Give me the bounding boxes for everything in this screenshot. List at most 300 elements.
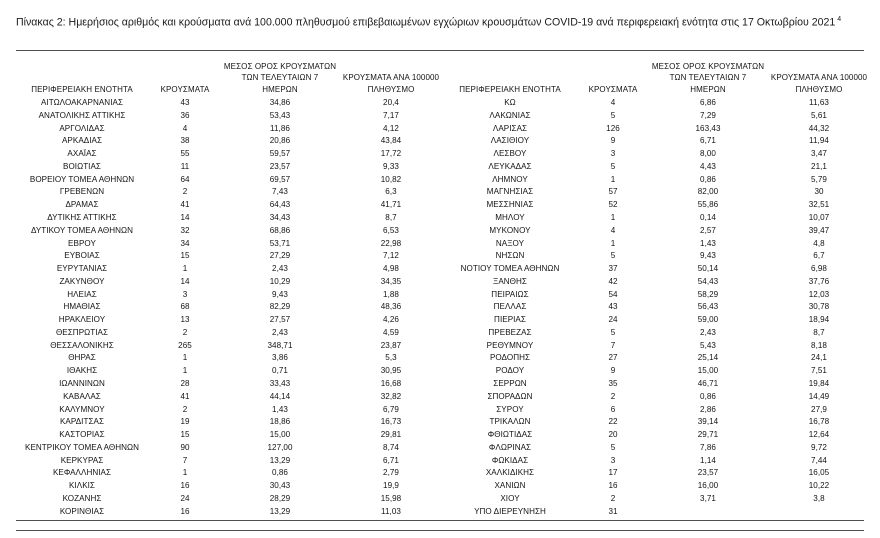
cell-region: ΝΗΣΩΝ	[495, 251, 525, 261]
header-avg7-right-line1: ΜΕΣΟΣ ΟΡΟΣ ΚΡΟΥΣΜΑΤΩΝ	[651, 62, 765, 71]
cell-region: ΑΝΑΤΟΛΙΚΗΣ ΑΤΤΙΚΗΣ	[38, 110, 126, 120]
cell-cases: 11	[180, 161, 190, 171]
cell-cases: 3	[182, 289, 188, 299]
cell-per100k: 6,71	[383, 455, 399, 465]
cell-avg7: 0,86	[700, 174, 716, 184]
cell-cases: 43	[180, 98, 190, 108]
cell-cases: 16	[180, 481, 190, 491]
cell-per100k: 17,72	[380, 149, 402, 159]
header-per100k-right-line1: ΚΡΟΥΣΜΑΤΑ ΑΝΑ 100000	[770, 73, 868, 83]
cell-per100k: 20,4	[383, 98, 399, 108]
cell-region: ΒΟΡΕΙΟΥ ΤΟΜΕΑ ΑΘΗΝΩΝ	[29, 174, 135, 184]
cell-cases: 38	[180, 136, 190, 146]
cell-region: ΜΗΛΟΥ	[495, 213, 525, 223]
cell-per100k: 7,51	[811, 366, 827, 376]
cell-cases: 27	[608, 353, 618, 363]
table-row	[16, 480, 872, 493]
table-row	[16, 289, 872, 302]
covid-regional-table	[16, 61, 872, 518]
cell-region: ΜΥΚΟΝΟΥ	[489, 225, 531, 235]
cell-avg7: 15,00	[697, 366, 719, 376]
cell-region: ΑΧΑΪΑΣ	[67, 149, 97, 159]
cell-per100k: 6,7	[813, 251, 825, 261]
cell-per100k: 6,53	[383, 225, 399, 235]
caption-line-1: Πίνακας 2: Ημερήσιος αριθμός και κρούσματα ανά 100.000 πληθυσμού επιβεβαιωμένων εγχώριων κρουσμάτων COVID-19 ανά περιφερειακή	[16, 16, 680, 29]
cell-per100k: 1,88	[383, 289, 399, 299]
cell-region: ΚΟΖΑΝΗΣ	[62, 493, 102, 503]
cell-cases: 52	[608, 200, 618, 210]
table-row	[16, 506, 872, 519]
cell-region: ΛΑΣΙΘΙΟΥ	[490, 136, 530, 146]
cell-per100k	[766, 506, 872, 519]
cell-cases: 9	[610, 366, 616, 376]
cell-cases: 31	[608, 506, 618, 516]
cell-region: ΘΗΡΑΣ	[68, 353, 96, 363]
cell-avg7: 4,43	[700, 161, 716, 171]
cell-cases: 1	[610, 213, 616, 223]
table-row	[16, 250, 872, 263]
cell-per100k: 6,79	[383, 404, 399, 414]
table-row	[16, 391, 872, 404]
cell-cases: 2	[182, 404, 188, 414]
cell-avg7: 8,00	[700, 149, 716, 159]
cell-region: ΞΑΝΘΗΣ	[493, 276, 527, 286]
cell-per100k: 8,7	[813, 327, 825, 337]
table-row	[16, 365, 872, 378]
cell-region: ΚΑΒΑΛΑΣ	[63, 391, 101, 401]
cell-region: ΛΕΥΚΑΔΑΣ	[488, 161, 532, 171]
cell-region: ΚΑΣΤΟΡΙΑΣ	[59, 430, 105, 440]
table-row	[16, 429, 872, 442]
cell-avg7: 58,29	[697, 289, 719, 299]
cell-cases: 35	[608, 378, 618, 388]
cell-per100k: 39,47	[808, 225, 830, 235]
cell-avg7: 23,57	[269, 161, 291, 171]
cell-per100k: 41,71	[380, 200, 402, 210]
cell-region: ΝΑΞΟΥ	[495, 238, 525, 248]
cell-region: ΛΑΚΩΝΙΑΣ	[489, 110, 531, 120]
cell-region: ΚΕΝΤΡΙΚΟΥ ΤΟΜΕΑ ΑΘΗΝΩΝ	[25, 442, 139, 452]
cell-region: ΡΟΔΟΠΗΣ	[489, 353, 531, 363]
cell-region: ΠΡΕΒΕΖΑΣ	[488, 327, 532, 337]
cell-region: ΚΙΛΚΙΣ	[68, 481, 95, 491]
cell-per100k: 7,12	[383, 251, 399, 261]
cell-region: ΛΑΡΙΣΑΣ	[492, 123, 528, 133]
table-header	[16, 61, 872, 97]
cell-cases: 16	[608, 481, 618, 491]
header-per100k-left-line1: ΚΡΟΥΣΜΑΤΑ ΑΝΑ 100000	[342, 73, 440, 83]
cell-region: ΚΟΡΙΝΘΙΑΣ	[59, 506, 105, 516]
cell-cases: 4	[182, 123, 188, 133]
cell-avg7: 6,86	[700, 98, 716, 108]
cell-avg7: 29,71	[697, 430, 719, 440]
cell-cases: 7	[182, 455, 188, 465]
cell-per100k: 32,82	[380, 391, 402, 401]
cell-region: ΘΕΣΠΡΩΤΙΑΣ	[55, 327, 109, 337]
cell-per100k: 12,03	[808, 289, 830, 299]
cell-per100k: 43,84	[380, 136, 402, 146]
table-top-rule	[16, 50, 864, 51]
cell-avg7: 13,29	[269, 455, 291, 465]
cell-region: ΚΕΡΚΥΡΑΣ	[60, 455, 104, 465]
table-row	[16, 442, 872, 455]
cell-per100k: 5,79	[811, 174, 827, 184]
table-bottom-rule	[16, 520, 864, 521]
table-row	[16, 199, 872, 212]
cell-region: ΧΙΟΥ	[500, 493, 520, 503]
cell-per100k: 2,79	[383, 468, 399, 478]
cell-avg7: 54,43	[697, 276, 719, 286]
cell-avg7: 82,29	[269, 302, 291, 312]
cell-cases: 265	[178, 340, 192, 350]
cell-cases: 36	[180, 110, 190, 120]
cell-region: ΥΠΟ ΔΙΕΡΕΥΝΗΣΗ	[474, 506, 546, 516]
cell-per100k: 11,63	[809, 98, 829, 108]
cell-cases: 13	[180, 315, 190, 325]
header-per100k-left-line2: ΠΛΗΘΥΣΜΟ	[367, 84, 415, 94]
cell-cases: 6	[610, 404, 616, 414]
cell-avg7: 53,71	[269, 238, 291, 248]
cell-cases: 42	[608, 276, 618, 286]
cell-avg7: 127,00	[267, 442, 293, 452]
cell-avg7: 20,86	[269, 136, 291, 146]
cell-region: ΔΡΑΜΑΣ	[65, 200, 99, 210]
cell-avg7: 30,43	[269, 481, 291, 491]
header-cases-right: ΚΡΟΥΣΜΑΤΑ	[588, 84, 638, 94]
cell-per100k: 21,1	[811, 161, 827, 171]
cell-avg7: 9,43	[272, 289, 288, 299]
cell-region: ΒΟΙΩΤΙΑΣ	[63, 161, 101, 171]
table-row	[16, 97, 872, 110]
cell-cases: 20	[608, 430, 618, 440]
cell-avg7: 7,43	[272, 187, 288, 197]
table-row	[16, 467, 872, 480]
cell-cases: 19	[180, 417, 190, 427]
cell-region: ΖΑΚΥΝΘΟΥ	[59, 276, 105, 286]
cell-region: ΘΕΣΣΑΛΟΝΙΚΗΣ	[50, 340, 114, 350]
cell-avg7: 3,71	[700, 493, 716, 503]
cell-avg7: 59,57	[269, 149, 291, 159]
cell-cases: 5	[610, 327, 616, 337]
table-row	[16, 212, 872, 225]
cell-region: ΠΕΛΛΑΣ	[493, 302, 527, 312]
cell-region: ΜΑΓΝΗΣΙΑΣ	[486, 187, 534, 197]
cell-avg7: 2,43	[700, 327, 716, 337]
cell-avg7: 1,43	[700, 238, 716, 248]
cell-region: ΕΒΡΟΥ	[68, 238, 96, 248]
cell-avg7: 23,57	[697, 468, 719, 478]
cell-avg7: 0,71	[272, 366, 288, 376]
cell-per100k: 16,05	[808, 468, 830, 478]
cell-avg7: 10,29	[269, 276, 291, 286]
table-row	[16, 276, 872, 289]
header-avg7-right-line3: ΗΜΕΡΩΝ	[690, 84, 726, 94]
cell-per100k: 27,9	[811, 404, 827, 414]
cell-per100k: 15,98	[380, 493, 402, 503]
table-row	[16, 110, 872, 123]
cell-avg7: 2,86	[700, 404, 716, 414]
cell-region: ΚΑΡΔΙΤΣΑΣ	[59, 417, 105, 427]
cell-avg7: 64,43	[269, 200, 291, 210]
table-row	[16, 238, 872, 251]
cell-cases: 5	[610, 161, 616, 171]
cell-cases: 43	[608, 302, 618, 312]
cell-region: ΚΕΦΑΛΛΗΝΙΑΣ	[52, 468, 112, 478]
data-table-wrapper	[16, 61, 868, 518]
cell-avg7: 27,57	[269, 315, 291, 325]
cell-avg7: 39,14	[697, 417, 719, 427]
table-row	[16, 378, 872, 391]
cell-region: ΑΙΤΩΛΟΑΚΑΡΝΑΝΙΑΣ	[40, 98, 123, 108]
cell-per100k: 4,98	[383, 264, 399, 274]
table-row	[16, 135, 872, 148]
table-row	[16, 314, 872, 327]
cell-cases: 22	[608, 417, 618, 427]
table-body	[16, 97, 872, 518]
cell-cases: 2	[610, 493, 616, 503]
header-avg7-left-line1: ΜΕΣΟΣ ΟΡΟΣ ΚΡΟΥΣΜΑΤΩΝ	[223, 62, 337, 71]
cell-avg7: 7,29	[700, 110, 716, 120]
cell-per100k: 4,26	[383, 315, 399, 325]
cell-cases: 3	[610, 149, 616, 159]
cell-per100k: 11,03	[381, 506, 401, 516]
cell-avg7: 2,43	[272, 327, 288, 337]
cell-region: ΔΥΤΙΚΗΣ ΑΤΤΙΚΗΣ	[47, 213, 117, 223]
cell-region: ΙΩΑΝΝΙΝΩΝ	[59, 378, 105, 388]
cell-avg7: 46,71	[697, 378, 719, 388]
cell-per100k: 4,59	[383, 327, 399, 337]
cell-per100k: 14,49	[808, 391, 830, 401]
cell-cases: 34	[180, 238, 190, 248]
cell-avg7: 6,71	[700, 136, 716, 146]
table-row	[16, 263, 872, 276]
cell-per100k: 6,98	[811, 264, 827, 274]
cell-cases: 41	[180, 391, 190, 401]
cell-cases: 55	[180, 149, 190, 159]
cell-avg7: 33,43	[269, 378, 291, 388]
cell-avg7: 9,43	[700, 251, 716, 261]
cell-cases: 126	[606, 123, 620, 133]
cell-per100k: 8,74	[383, 442, 399, 452]
cell-per100k: 3,47	[811, 149, 827, 159]
cell-per100k: 19,9	[383, 481, 399, 491]
cell-per100k: 18,94	[808, 315, 830, 325]
cell-per100k: 44,32	[808, 123, 830, 133]
cell-region: ΑΡΓΟΛΙΔΑΣ	[59, 123, 105, 133]
header-per100k-right	[766, 61, 872, 97]
cell-region: ΜΕΣΣΗΝΙΑΣ	[486, 200, 534, 210]
cell-per100k: 23,87	[380, 340, 402, 350]
cell-avg7: 13,29	[269, 506, 291, 516]
cell-cases: 90	[180, 442, 190, 452]
cell-per100k: 30,95	[380, 366, 402, 376]
cell-avg7: 163,43	[695, 123, 721, 133]
cell-avg7: 82,00	[697, 187, 719, 197]
cell-per100k: 10,82	[380, 174, 402, 184]
cell-cases: 24	[180, 493, 190, 503]
footer-rule	[16, 530, 864, 531]
cell-region: ΛΗΜΝΟΥ	[492, 174, 528, 184]
cell-per100k: 16,73	[380, 417, 402, 427]
cell-cases: 41	[180, 200, 190, 210]
cell-region: ΕΥΡΥΤΑΝΙΑΣ	[56, 264, 108, 274]
cell-per100k: 30	[814, 187, 824, 197]
cell-cases: 2	[182, 327, 188, 337]
cell-region: ΧΑΝΙΩΝ	[494, 481, 526, 491]
cell-avg7: 1,14	[700, 455, 716, 465]
table-row	[16, 186, 872, 199]
cell-region: ΓΡΕΒΕΝΩΝ	[59, 187, 105, 197]
cell-avg7: 7,86	[700, 442, 716, 452]
table-row	[16, 225, 872, 238]
cell-per100k: 3,8	[813, 493, 825, 503]
header-avg7-right-line2: ΤΩΝ ΤΕΛΕΥΤΑΙΩΝ 7	[669, 73, 747, 83]
cell-avg7: 68,86	[269, 225, 291, 235]
cell-per100k: 5,61	[811, 110, 827, 120]
cell-region: ΗΡΑΚΛΕΙΟΥ	[58, 315, 106, 325]
cell-avg7: 69,57	[269, 174, 291, 184]
cell-cases: 15	[180, 251, 190, 261]
cell-per100k: 37,76	[808, 276, 830, 286]
cell-cases: 54	[608, 289, 618, 299]
cell-per100k: 10,22	[808, 481, 830, 491]
cell-cases: 1	[182, 264, 188, 274]
cell-region: ΧΑΛΚΙΔΙΚΗΣ	[485, 468, 535, 478]
cell-per100k: 9,33	[383, 161, 399, 171]
table-row	[16, 416, 872, 429]
cell-region: ΡΕΘΥΜΝΟΥ	[486, 340, 534, 350]
cell-cases: 5	[610, 110, 616, 120]
cell-per100k: 11,94	[809, 136, 829, 146]
cell-region: ΕΥΒΟΙΑΣ	[64, 251, 100, 261]
header-per100k-left	[338, 61, 444, 97]
cell-per100k: 32,51	[808, 200, 830, 210]
cell-per100k: 24,1	[811, 353, 827, 363]
cell-avg7: 2,57	[700, 225, 716, 235]
cell-region: ΗΛΕΙΑΣ	[67, 289, 97, 299]
cell-region: ΙΘΑΚΗΣ	[66, 366, 98, 376]
cell-region: ΠΕΙΡΑΙΩΣ	[491, 289, 529, 299]
cell-region: ΝΟΤΙΟΥ ΤΟΜΕΑ ΑΘΗΝΩΝ	[460, 264, 560, 274]
table-row	[16, 403, 872, 416]
cell-cases: 2	[610, 391, 616, 401]
table-caption	[16, 14, 866, 32]
cell-avg7: 34,43	[269, 213, 291, 223]
cell-cases: 9	[610, 136, 616, 146]
cell-avg7: 53,43	[269, 110, 291, 120]
table-row	[16, 161, 872, 174]
cell-region: ΦΘΙΩΤΙΔΑΣ	[487, 430, 533, 440]
cell-cases: 1	[182, 468, 188, 478]
cell-avg7: 50,14	[697, 264, 719, 274]
cell-avg7: 16,00	[697, 481, 719, 491]
caption-line-2: ενότητα στις 17 Οκτωβρίου 2021	[681, 16, 836, 29]
cell-avg7: 34,86	[269, 98, 291, 108]
cell-region: ΦΩΚΙΔΑΣ	[491, 455, 529, 465]
cell-cases: 1	[182, 366, 188, 376]
table-row	[16, 148, 872, 161]
cell-cases: 1	[610, 238, 616, 248]
cell-region: ΣΠΟΡΑΔΩΝ	[487, 391, 533, 401]
cell-per100k: 9,72	[811, 442, 827, 452]
cell-per100k: 8,18	[811, 340, 827, 350]
cell-avg7: 0,86	[700, 391, 716, 401]
cell-cases: 15	[180, 430, 190, 440]
cell-per100k: 30,78	[808, 302, 830, 312]
cell-per100k: 22,98	[380, 238, 402, 248]
cell-avg7	[650, 506, 766, 519]
cell-avg7: 27,29	[269, 251, 291, 261]
header-region-right: ΠΕΡΙΦΕΡΕΙΑΚΗ ΕΝΟΤΗΤΑ	[459, 84, 561, 94]
header-per100k-right-line2: ΠΛΗΘΥΣΜΟ	[795, 84, 843, 94]
cell-region: ΣΕΡΡΩΝ	[493, 378, 527, 388]
table-row	[16, 455, 872, 468]
cell-cases: 37	[608, 264, 618, 274]
cell-per100k: 34,35	[380, 276, 402, 286]
cell-region: ΗΜΑΘΙΑΣ	[63, 302, 101, 312]
caption-footnote-marker: 4	[837, 16, 842, 23]
table-row	[16, 493, 872, 506]
header-avg7-left	[222, 61, 338, 97]
cell-avg7: 3,86	[272, 353, 288, 363]
header-cases-left: ΚΡΟΥΣΜΑΤΑ	[160, 84, 210, 94]
cell-cases: 14	[180, 213, 190, 223]
cell-avg7: 2,43	[272, 264, 288, 274]
cell-region: ΔΥΤΙΚΟΥ ΤΟΜΕΑ ΑΘΗΝΩΝ	[30, 225, 134, 235]
cell-cases: 57	[608, 187, 618, 197]
cell-per100k: 8,7	[385, 213, 397, 223]
cell-cases: 16	[180, 506, 190, 516]
cell-avg7: 0,86	[272, 468, 288, 478]
cell-region: ΡΟΔΟΥ	[495, 366, 525, 376]
cell-cases: 24	[608, 315, 618, 325]
cell-cases: 5	[610, 442, 616, 452]
cell-per100k: 4,8	[813, 238, 825, 248]
cell-region: ΛΕΣΒΟΥ	[493, 149, 527, 159]
header-avg7-left-line3: ΗΜΕΡΩΝ	[262, 84, 298, 94]
cell-cases: 64	[180, 174, 190, 184]
cell-region: ΚΩ	[504, 98, 516, 108]
cell-avg7: 18,86	[269, 417, 291, 427]
header-avg7-left-line2: ΤΩΝ ΤΕΛΕΥΤΑΙΩΝ 7	[241, 73, 319, 83]
cell-cases: 32	[180, 225, 190, 235]
cell-per100k: 29,81	[380, 430, 402, 440]
cell-cases: 17	[608, 468, 618, 478]
header-avg7-right	[650, 61, 766, 97]
cell-per100k: 10,07	[808, 213, 830, 223]
table-row	[16, 340, 872, 353]
cell-per100k: 19,84	[808, 378, 830, 388]
cell-per100k: 12,64	[808, 430, 830, 440]
cell-avg7: 0,14	[700, 213, 716, 223]
cell-region: ΠΙΕΡΙΑΣ	[494, 315, 526, 325]
cell-avg7: 11,86	[270, 123, 290, 133]
cell-cases: 7	[610, 340, 616, 350]
cell-per100k: 16,78	[808, 417, 830, 427]
cell-cases: 1	[182, 353, 188, 363]
cell-avg7: 56,43	[697, 302, 719, 312]
cell-cases: 2	[182, 187, 188, 197]
cell-avg7: 348,71	[267, 340, 293, 350]
cell-avg7: 1,43	[272, 404, 288, 414]
header-region-left: ΠΕΡΙΦΕΡΕΙΑΚΗ ΕΝΟΤΗΤΑ	[31, 84, 133, 94]
cell-per100k: 6,3	[385, 187, 397, 197]
cell-region: ΣΥΡΟΥ	[496, 404, 524, 414]
cell-avg7: 44,14	[269, 391, 291, 401]
cell-cases: 1	[610, 174, 616, 184]
table-row	[16, 301, 872, 314]
cell-avg7: 28,29	[269, 493, 291, 503]
